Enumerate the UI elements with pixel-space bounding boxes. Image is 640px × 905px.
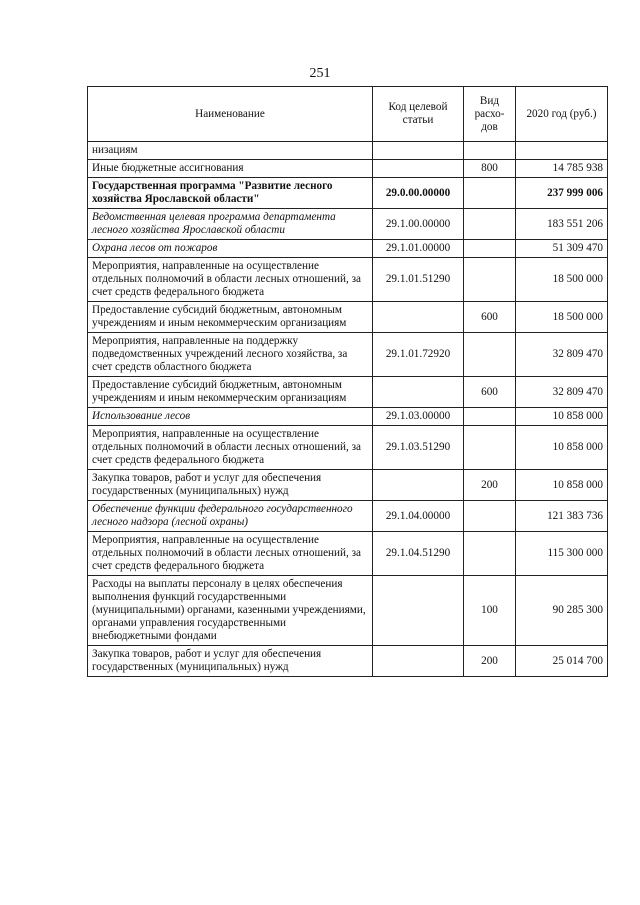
budget-table bbox=[87, 86, 608, 677]
cell-amount: 90 285 300 bbox=[516, 576, 608, 646]
cell-amount: 183 551 206 bbox=[516, 209, 608, 240]
cell-name: Расходы на выплаты персоналу в целях обеспечения выполнения функций государственными (муниципальными) органами, казенными учреждениями, органами управления государственными внебюджетными фондами bbox=[88, 576, 373, 646]
cell-type: 100 bbox=[464, 576, 516, 646]
cell-name: Иные бюджетные ассигнования bbox=[88, 160, 373, 178]
cell-amount bbox=[516, 142, 608, 160]
cell-code bbox=[373, 576, 464, 646]
cell-name: Мероприятия, направленные на осуществление отдельных полномочий в области лесных отношений, за счет средств федерального бюджета bbox=[88, 532, 373, 576]
cell-code bbox=[373, 377, 464, 408]
cell-amount: 115 300 000 bbox=[516, 532, 608, 576]
cell-code bbox=[373, 470, 464, 501]
cell-code: 29.1.01.72920 bbox=[373, 333, 464, 377]
cell-type bbox=[464, 426, 516, 470]
cell-amount: 10 858 000 bbox=[516, 426, 608, 470]
table-row bbox=[88, 646, 608, 677]
table-row bbox=[88, 576, 608, 646]
cell-code: 29.0.00.00000 bbox=[373, 178, 464, 209]
cell-amount: 32 809 470 bbox=[516, 333, 608, 377]
cell-type bbox=[464, 178, 516, 209]
cell-amount: 10 858 000 bbox=[516, 408, 608, 426]
cell-code: 29.1.04.51290 bbox=[373, 532, 464, 576]
page-number: 251 bbox=[309, 66, 331, 81]
cell-name: Закупка товаров, работ и услуг для обеспечения государственных (муниципальных) нужд bbox=[88, 470, 373, 501]
cell-code bbox=[373, 160, 464, 178]
cell-type: 200 bbox=[464, 646, 516, 677]
cell-amount: 10 858 000 bbox=[516, 470, 608, 501]
table-row bbox=[88, 501, 608, 532]
cell-amount: 237 999 006 bbox=[516, 178, 608, 209]
cell-name: Обеспечение функции федерального государственного лесного надзора (лесной охраны) bbox=[88, 501, 373, 532]
cell-code: 29.1.00.00000 bbox=[373, 209, 464, 240]
table-row bbox=[88, 160, 608, 178]
table-row bbox=[88, 377, 608, 408]
cell-type: 600 bbox=[464, 302, 516, 333]
table-row bbox=[88, 302, 608, 333]
table-row bbox=[88, 209, 608, 240]
cell-amount: 18 500 000 bbox=[516, 258, 608, 302]
cell-name: Использование лесов bbox=[88, 408, 373, 426]
cell-name: Мероприятия, направленные на поддержку подведомственных учреждений лесного хозяйства, за счет средств областного бюджета bbox=[88, 333, 373, 377]
table-row bbox=[88, 240, 608, 258]
cell-type bbox=[464, 501, 516, 532]
cell-type bbox=[464, 240, 516, 258]
table-row bbox=[88, 408, 608, 426]
cell-type bbox=[464, 142, 516, 160]
table-row bbox=[88, 142, 608, 160]
table-row bbox=[88, 178, 608, 209]
header-code: Код целевой статьи bbox=[373, 87, 464, 142]
cell-type bbox=[464, 408, 516, 426]
cell-name: Закупка товаров, работ и услуг для обеспечения государственных (муниципальных) нужд bbox=[88, 646, 373, 677]
header-type: Вид расхо-дов bbox=[464, 87, 516, 142]
cell-name: Предоставление субсидий бюджетным, автономным учреждениям и иным некоммерческим организациям bbox=[88, 377, 373, 408]
cell-code: 29.1.03.51290 bbox=[373, 426, 464, 470]
cell-type: 200 bbox=[464, 470, 516, 501]
table-row bbox=[88, 333, 608, 377]
table-row bbox=[88, 470, 608, 501]
cell-code bbox=[373, 142, 464, 160]
cell-code bbox=[373, 646, 464, 677]
cell-code: 29.1.01.00000 bbox=[373, 240, 464, 258]
cell-type: 800 bbox=[464, 160, 516, 178]
cell-name: Государственная программа "Развитие лесного хозяйства Ярославской области" bbox=[88, 178, 373, 209]
cell-name: Ведомственная целевая программа департамента лесного хозяйства Ярославской области bbox=[88, 209, 373, 240]
header-amount: 2020 год (руб.) bbox=[516, 87, 608, 142]
cell-amount: 51 309 470 bbox=[516, 240, 608, 258]
cell-amount: 25 014 700 bbox=[516, 646, 608, 677]
cell-type bbox=[464, 333, 516, 377]
cell-amount: 18 500 000 bbox=[516, 302, 608, 333]
cell-amount: 14 785 938 bbox=[516, 160, 608, 178]
cell-type bbox=[464, 532, 516, 576]
table-row bbox=[88, 258, 608, 302]
table-row bbox=[88, 532, 608, 576]
header-name: Наименование bbox=[88, 87, 373, 142]
cell-type bbox=[464, 209, 516, 240]
cell-name: Охрана лесов от пожаров bbox=[88, 240, 373, 258]
cell-name: низациям bbox=[88, 142, 373, 160]
cell-type bbox=[464, 258, 516, 302]
cell-name: Мероприятия, направленные на осуществление отдельных полномочий в области лесных отношений, за счет средств федерального бюджета bbox=[88, 258, 373, 302]
cell-amount: 32 809 470 bbox=[516, 377, 608, 408]
cell-type: 600 bbox=[464, 377, 516, 408]
cell-code: 29.1.01.51290 bbox=[373, 258, 464, 302]
cell-code: 29.1.03.00000 bbox=[373, 408, 464, 426]
cell-code: 29.1.04.00000 bbox=[373, 501, 464, 532]
cell-name: Предоставление субсидий бюджетным, автономным учреждениям и иным некоммерческим организациям bbox=[88, 302, 373, 333]
cell-amount: 121 383 736 bbox=[516, 501, 608, 532]
cell-name: Мероприятия, направленные на осуществление отдельных полномочий в области лесных отношений, за счет средств федерального бюджета bbox=[88, 426, 373, 470]
table-row bbox=[88, 426, 608, 470]
header-row bbox=[88, 87, 608, 142]
cell-code bbox=[373, 302, 464, 333]
